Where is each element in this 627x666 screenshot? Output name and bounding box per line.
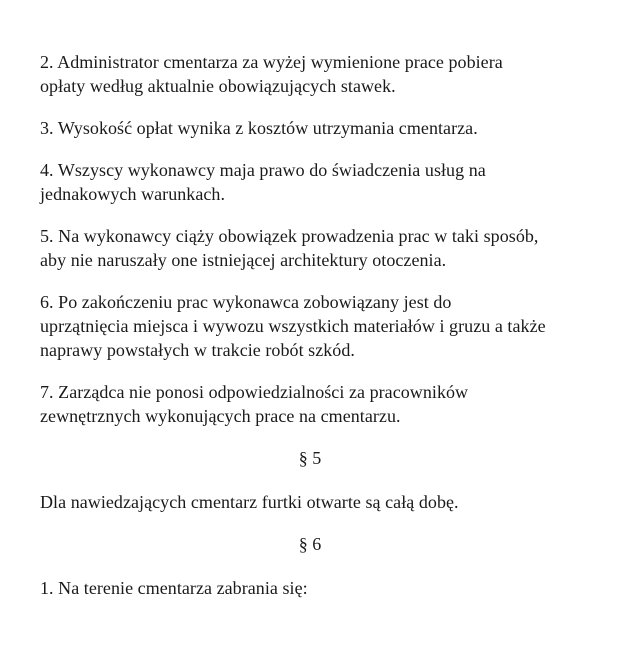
paragraph-line: Dla nawiedzających cmentarz furtki otwarte są całą dobę. (40, 492, 459, 512)
section-5-text (40, 490, 600, 514)
paragraph-line: jednakowych warunkach. (40, 184, 226, 204)
section-6-text (40, 576, 600, 600)
paragraph-line: 1. Na terenie cmentarza zabrania się: (40, 578, 308, 598)
section-6-heading: § 6 (298, 534, 322, 554)
paragraph-line: 3. Wysokość opłat wynika z kosztów utrzymania cmentarza. (40, 118, 478, 138)
paragraph-line: 4. Wszyscy wykonawcy maja prawo do świadczenia usług na (40, 160, 486, 180)
paragraph-line: zewnętrznych wykonujących prace na cmentarzu. (40, 406, 401, 426)
paragraph-item-4 (40, 158, 600, 206)
paragraph-line: aby nie naruszały one istniejącej architektury otoczenia. (40, 250, 447, 270)
paragraph-item-6 (40, 290, 600, 362)
paragraph-line: naprawy powstałych w trakcie robót szkód. (40, 340, 355, 360)
paragraph-line: 5. Na wykonawcy ciąży obowiązek prowadzenia prac w taki sposób, (40, 226, 539, 246)
paragraph-item-7 (40, 380, 600, 428)
paragraph-line: uprzątnięcia miejsca i wywozu wszystkich materiałów i gruzu a także (40, 316, 546, 336)
paragraph-item-5 (40, 224, 600, 272)
section-5-heading: § 5 (298, 448, 322, 468)
document-content (40, 50, 600, 618)
paragraph-line: 6. Po zakończeniu prac wykonawca zobowiązany jest do (40, 292, 452, 312)
paragraph-line: 7. Zarządca nie ponosi odpowiedzialności za pracowników (40, 382, 469, 402)
paragraph-line: 2. Administrator cmentarza za wyżej wymienione prace pobiera (40, 52, 503, 72)
paragraph-item-2 (40, 50, 600, 98)
paragraph-item-3 (40, 116, 600, 140)
paragraph-line: opłaty według aktualnie obowiązujących stawek. (40, 76, 396, 96)
